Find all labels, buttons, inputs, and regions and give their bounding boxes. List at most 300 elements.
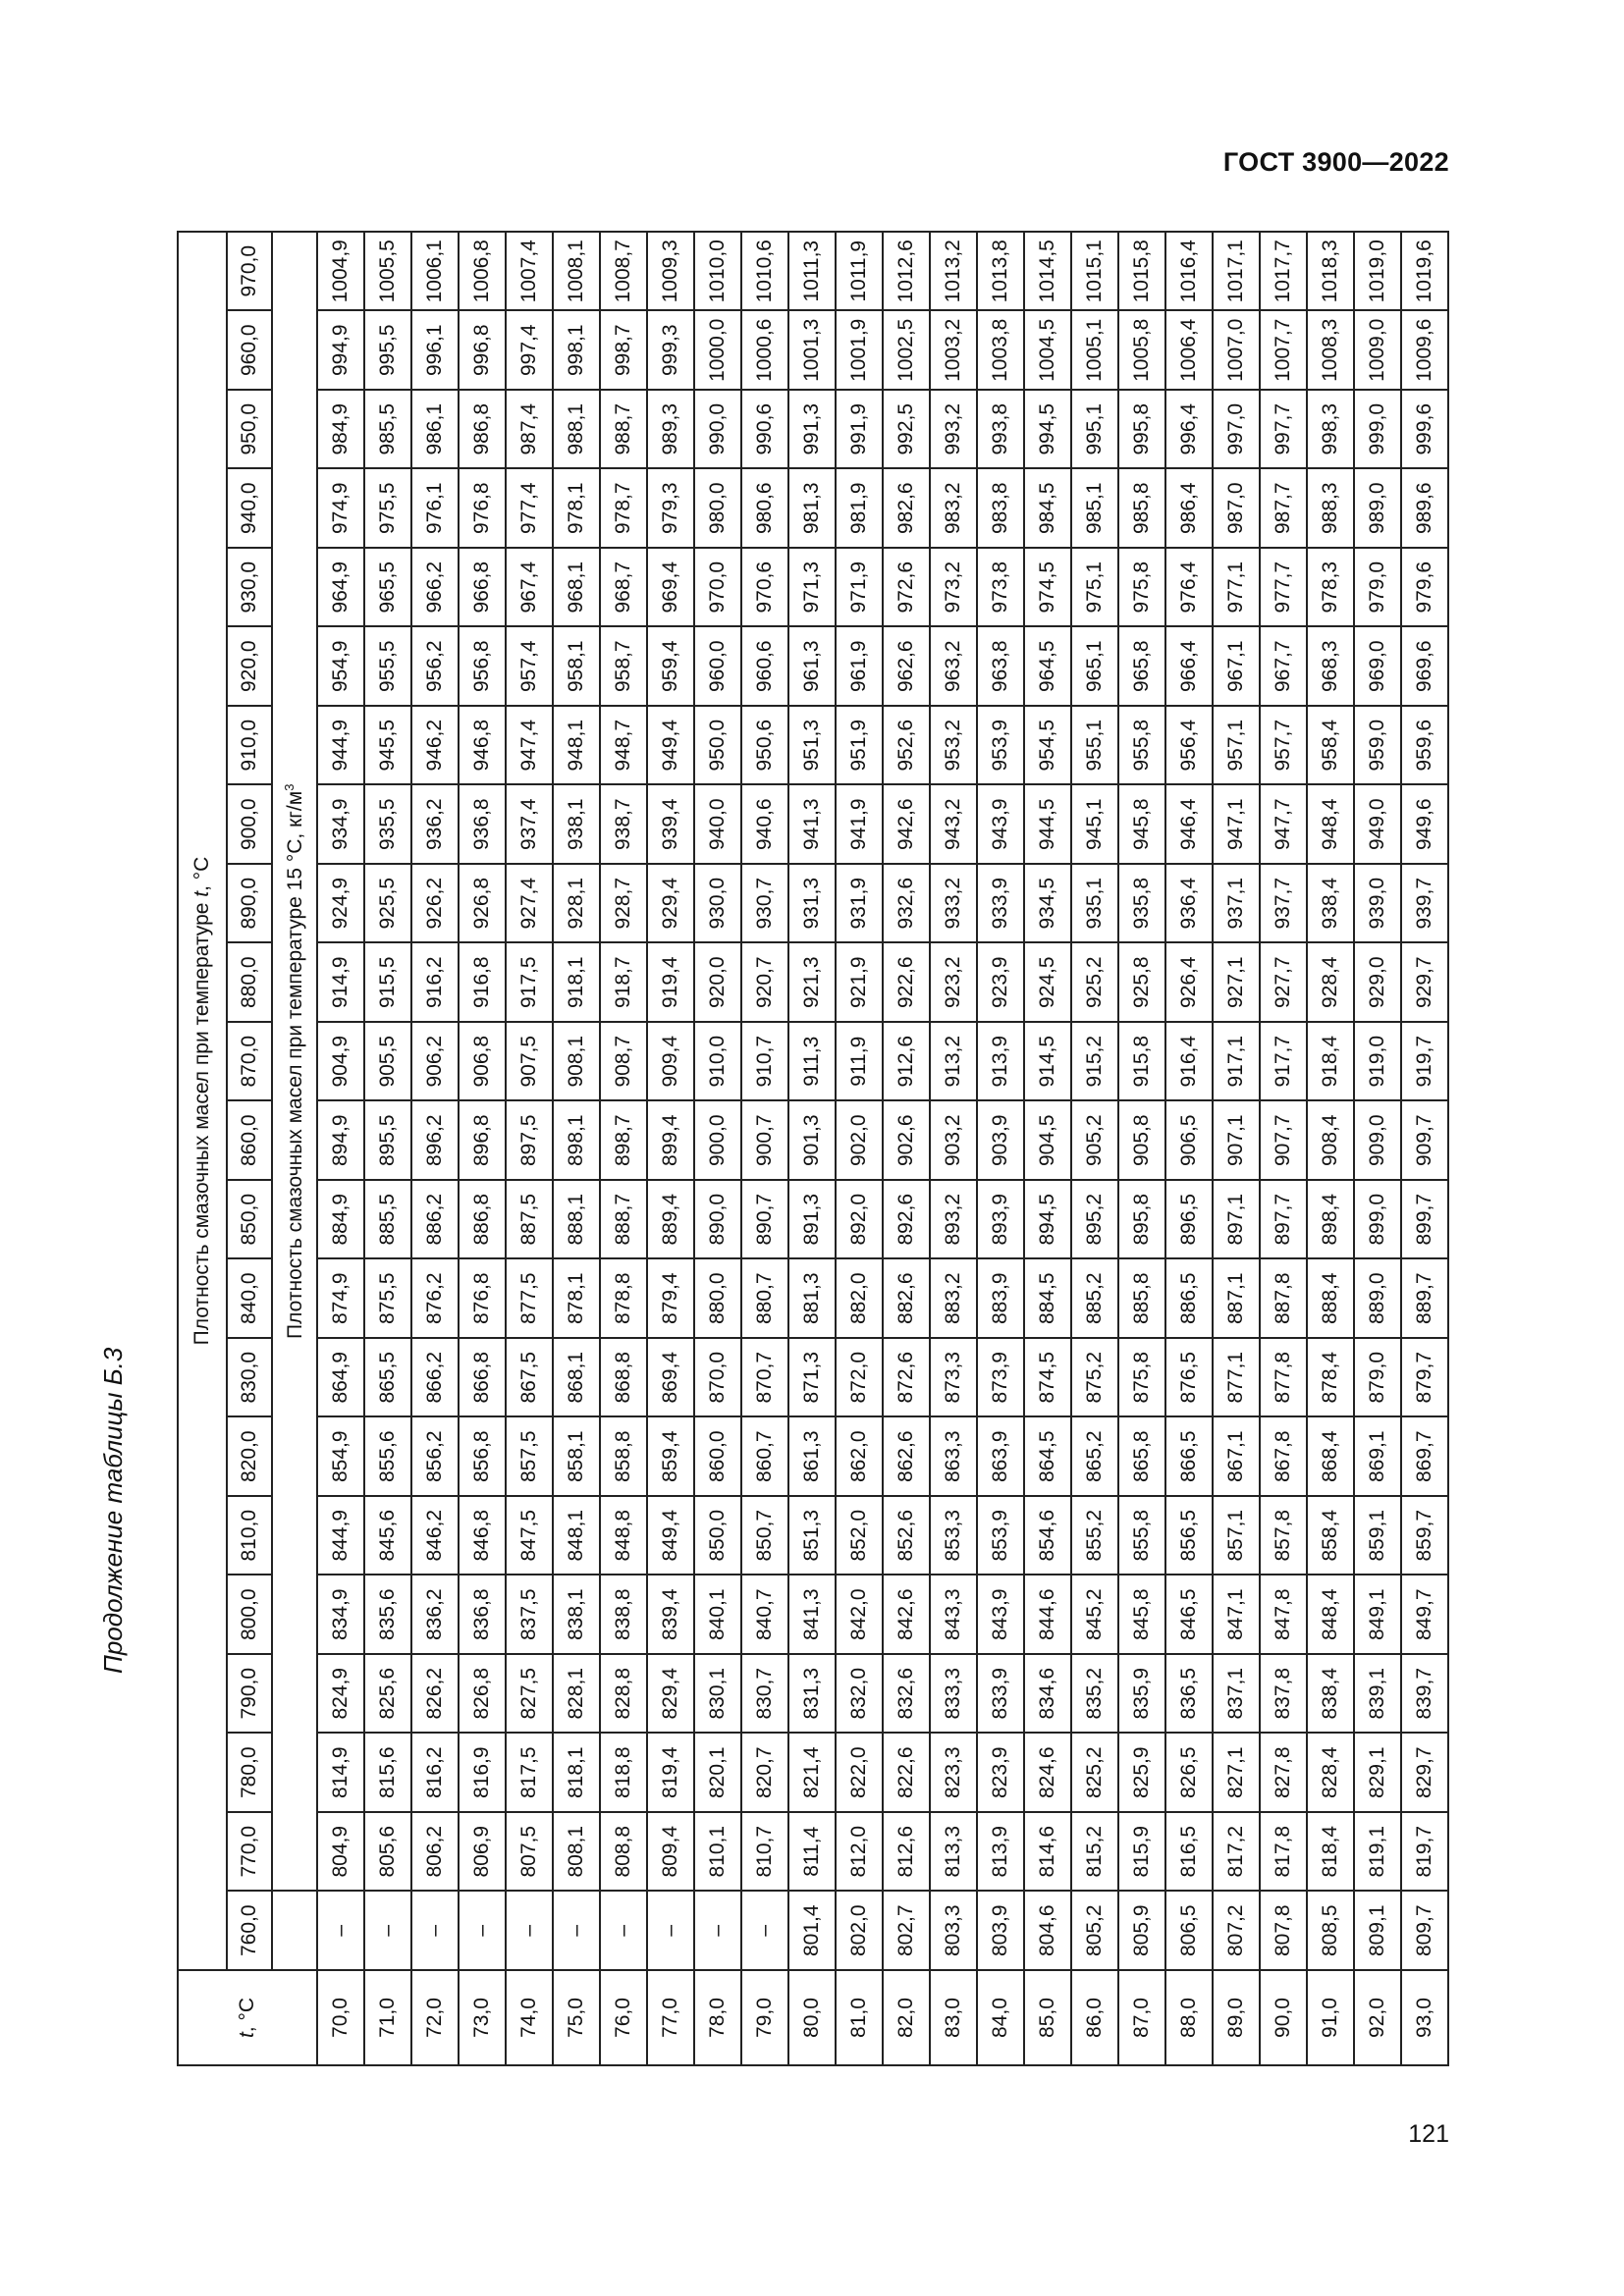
- density-cell: 880,7: [741, 1259, 788, 1339]
- density-cell: 845,8: [1118, 1575, 1165, 1655]
- density-cell: –: [553, 1892, 600, 1971]
- density-cell: 925,5: [364, 864, 411, 943]
- density-cell: 902,0: [836, 1101, 883, 1181]
- density-cell: 987,0: [1213, 469, 1260, 549]
- density-cell: 968,3: [1307, 627, 1354, 707]
- density-cell: 829,7: [1401, 1734, 1448, 1813]
- density-cell: 814,9: [317, 1734, 364, 1813]
- density-cell: 995,8: [1118, 390, 1165, 469]
- density-cell: 976,1: [411, 469, 459, 549]
- table-row: [883, 232, 930, 2065]
- density-cell: 836,5: [1165, 1654, 1213, 1734]
- density-cell: 879,7: [1401, 1338, 1448, 1417]
- density-cell: 896,8: [459, 1101, 506, 1181]
- density-cell: 978,1: [553, 469, 600, 549]
- density-cell: 945,1: [1071, 785, 1118, 865]
- density-cell: 996,4: [1165, 390, 1213, 469]
- density-cell: 1013,8: [977, 232, 1024, 311]
- density-cell: 862,6: [883, 1417, 930, 1497]
- density-cell: 961,9: [836, 627, 883, 707]
- density-cell: 808,1: [553, 1812, 600, 1892]
- density-cell: 939,0: [1354, 864, 1401, 943]
- density-cell: 962,6: [883, 627, 930, 707]
- density-cell: 958,7: [600, 627, 647, 707]
- density-cell: 830,1: [694, 1654, 741, 1734]
- table-row: [600, 232, 647, 2065]
- density-cell: 811,4: [788, 1812, 836, 1892]
- density-cell: 830,7: [741, 1654, 788, 1734]
- density-cell: 968,7: [600, 548, 647, 627]
- density-cell: 825,2: [1071, 1734, 1118, 1813]
- density-cell: 941,3: [788, 785, 836, 865]
- density-cell: 904,5: [1024, 1101, 1071, 1181]
- density-cell: 947,1: [1213, 785, 1260, 865]
- density-cell: 971,3: [788, 548, 836, 627]
- density-cell: 900,7: [741, 1101, 788, 1181]
- table-row: [741, 232, 788, 2065]
- density-cell: 1017,1: [1213, 232, 1260, 311]
- density-cell: 852,0: [836, 1496, 883, 1575]
- density-cell: 902,6: [883, 1101, 930, 1181]
- density-cell: 938,1: [553, 785, 600, 865]
- density-cell: 979,0: [1354, 548, 1401, 627]
- density-cell: 949,6: [1401, 785, 1448, 865]
- density-cell: 805,6: [364, 1812, 411, 1892]
- density-cell: 963,8: [977, 627, 1024, 707]
- density-cell: –: [694, 1892, 741, 1971]
- density-cell: 920,7: [741, 943, 788, 1023]
- density-cell: 881,3: [788, 1259, 836, 1339]
- density-cell: 850,7: [741, 1496, 788, 1575]
- t-cell: 85,0: [1024, 1970, 1071, 2065]
- density-cell: 857,1: [1213, 1496, 1260, 1575]
- density-cell: 919,0: [1354, 1022, 1401, 1101]
- density-cell: 843,9: [977, 1575, 1024, 1655]
- density-cell: 840,7: [741, 1575, 788, 1655]
- density-cell: 949,4: [647, 706, 694, 785]
- density-cell: 906,2: [411, 1022, 459, 1101]
- density-cell: 989,3: [647, 390, 694, 469]
- density-cell: 1006,1: [411, 232, 459, 311]
- density-cell: 867,5: [506, 1338, 553, 1417]
- density-cell: 886,5: [1165, 1259, 1213, 1339]
- density-cell: 940,0: [694, 785, 741, 865]
- density-cell: 859,7: [1401, 1496, 1448, 1575]
- density-cell: 967,7: [1260, 627, 1307, 707]
- density-cell: 975,5: [364, 469, 411, 549]
- t-cell: 74,0: [506, 1970, 553, 2065]
- density-cell: 959,4: [647, 627, 694, 707]
- density-cell: 867,8: [1260, 1417, 1307, 1497]
- density-cell: 991,3: [788, 390, 836, 469]
- density-cell: 929,4: [647, 864, 694, 943]
- density-cell: 929,7: [1401, 943, 1448, 1023]
- density-cell: 869,7: [1401, 1417, 1448, 1497]
- density-cell: 985,5: [364, 390, 411, 469]
- density-cell: –: [317, 1892, 364, 1971]
- density-cell: 818,1: [553, 1734, 600, 1813]
- density-cell: 907,7: [1260, 1101, 1307, 1181]
- density-cell: 969,0: [1354, 627, 1401, 707]
- density-cell: 857,8: [1260, 1496, 1307, 1575]
- subheader-spacer: [272, 1892, 317, 1971]
- density-cell: 930,7: [741, 864, 788, 943]
- density-cell: 939,7: [1401, 864, 1448, 943]
- density-cell: 804,9: [317, 1812, 364, 1892]
- density-cell: 1012,6: [883, 232, 930, 311]
- density-cell: 816,9: [459, 1734, 506, 1813]
- density-cell: 945,8: [1118, 785, 1165, 865]
- density-cell: 839,4: [647, 1575, 694, 1655]
- density-span-header: Плотность смазочных масел при температуре t, °C: [178, 232, 227, 1970]
- density-cell: 1011,9: [836, 232, 883, 311]
- density-cell: 887,8: [1260, 1259, 1307, 1339]
- density-cell: 868,8: [600, 1338, 647, 1417]
- density-cell: 823,9: [977, 1734, 1024, 1813]
- density-cell: 980,6: [741, 469, 788, 549]
- density-cell: 966,2: [411, 548, 459, 627]
- density-cell: 872,0: [836, 1338, 883, 1417]
- density-cell: 844,9: [317, 1496, 364, 1575]
- density-cell: 956,4: [1165, 706, 1213, 785]
- density-cell: 909,0: [1354, 1101, 1401, 1181]
- column-header: 810,0: [227, 1496, 272, 1575]
- density-cell: 876,2: [411, 1259, 459, 1339]
- density-cell: 896,2: [411, 1101, 459, 1181]
- density-cell: 849,4: [647, 1496, 694, 1575]
- column-header: 760,0: [227, 1892, 272, 1971]
- density-cell: 870,7: [741, 1338, 788, 1417]
- density-cell: 813,9: [977, 1812, 1024, 1892]
- density-cell: 1016,4: [1165, 232, 1213, 311]
- density-cell: 844,6: [1024, 1575, 1071, 1655]
- density-cell: 915,8: [1118, 1022, 1165, 1101]
- density-cell: 836,2: [411, 1575, 459, 1655]
- table-row: [411, 232, 459, 2065]
- density-cell: 804,6: [1024, 1892, 1071, 1971]
- density-cell: 935,1: [1071, 864, 1118, 943]
- density-cell: 946,4: [1165, 785, 1213, 865]
- density-cell: 992,5: [883, 390, 930, 469]
- density-cell: 827,8: [1260, 1734, 1307, 1813]
- density-cell: 866,2: [411, 1338, 459, 1417]
- density-cell: 944,9: [317, 706, 364, 785]
- density-cell: 837,1: [1213, 1654, 1260, 1734]
- density-cell: –: [411, 1892, 459, 1971]
- density-cell: 954,5: [1024, 706, 1071, 785]
- density-cell: 976,4: [1165, 548, 1213, 627]
- density-cell: 915,5: [364, 943, 411, 1023]
- density-cell: 838,1: [553, 1575, 600, 1655]
- density-cell: 801,4: [788, 1892, 836, 1971]
- density-cell: 840,1: [694, 1575, 741, 1655]
- density-cell: 998,3: [1307, 390, 1354, 469]
- density-cell: 891,3: [788, 1180, 836, 1259]
- t-cell: 70,0: [317, 1970, 364, 2065]
- table-header-row: [178, 232, 227, 2065]
- density-cell: 961,3: [788, 627, 836, 707]
- density-cell: 1011,3: [788, 232, 836, 311]
- density-cell: 932,6: [883, 864, 930, 943]
- density-cell: 875,5: [364, 1259, 411, 1339]
- density-cell: 886,8: [459, 1180, 506, 1259]
- density-cell: 940,6: [741, 785, 788, 865]
- density-cell: 878,4: [1307, 1338, 1354, 1417]
- density-cell: 817,2: [1213, 1812, 1260, 1892]
- density-cell: 947,4: [506, 706, 553, 785]
- density-cell: 914,5: [1024, 1022, 1071, 1101]
- density-cell: 829,4: [647, 1654, 694, 1734]
- density-cell: 1007,0: [1213, 311, 1260, 391]
- density-cell: 837,8: [1260, 1654, 1307, 1734]
- table-caption-wrapper: [98, 1281, 137, 1674]
- density-cell: 838,8: [600, 1575, 647, 1655]
- density-cell: 828,1: [553, 1654, 600, 1734]
- density-cell: 964,5: [1024, 627, 1071, 707]
- density-cell: 917,7: [1260, 1022, 1307, 1101]
- density-cell: 960,0: [694, 627, 741, 707]
- subheader-row: [272, 232, 317, 2065]
- density-cell: 887,5: [506, 1180, 553, 1259]
- column-header-row: [227, 232, 272, 2065]
- density-cell: 988,1: [553, 390, 600, 469]
- density-cell: 815,9: [1118, 1812, 1165, 1892]
- density-cell: 924,5: [1024, 943, 1071, 1023]
- density-cell: 972,6: [883, 548, 930, 627]
- density-cell: 950,0: [694, 706, 741, 785]
- density-cell: 996,8: [459, 311, 506, 391]
- density-cell: 965,8: [1118, 627, 1165, 707]
- density-cell: 936,2: [411, 785, 459, 865]
- density-cell: 977,7: [1260, 548, 1307, 627]
- density-cell: 863,9: [977, 1417, 1024, 1497]
- density-cell: 955,1: [1071, 706, 1118, 785]
- t-cell: 93,0: [1401, 1970, 1448, 2065]
- density-cell: 808,5: [1307, 1892, 1354, 1971]
- density-cell: –: [459, 1892, 506, 1971]
- density-cell: 969,6: [1401, 627, 1448, 707]
- density-cell: 888,4: [1307, 1259, 1354, 1339]
- density-cell: 852,6: [883, 1496, 930, 1575]
- density-cell: 944,5: [1024, 785, 1071, 865]
- density-cell: 933,2: [930, 864, 977, 943]
- density-cell: 987,4: [506, 390, 553, 469]
- density-cell: 925,2: [1071, 943, 1118, 1023]
- density-cell: 846,2: [411, 1496, 459, 1575]
- density-cell: 922,6: [883, 943, 930, 1023]
- density-cell: 920,0: [694, 943, 741, 1023]
- density-cell: 820,1: [694, 1734, 741, 1813]
- document-code: ГОСТ 3900—2022: [1222, 147, 1449, 177]
- density-cell: 948,7: [600, 706, 647, 785]
- density-cell: 990,6: [741, 390, 788, 469]
- density-cell: 981,9: [836, 469, 883, 549]
- density-cell: 899,7: [1401, 1180, 1448, 1259]
- density-cell: 908,1: [553, 1022, 600, 1101]
- density-cell: 871,3: [788, 1338, 836, 1417]
- density-cell: 867,1: [1213, 1417, 1260, 1497]
- density-cell: 1008,7: [600, 232, 647, 311]
- density-cell: 993,8: [977, 390, 1024, 469]
- density-cell: 806,2: [411, 1812, 459, 1892]
- density-cell: 887,1: [1213, 1259, 1260, 1339]
- density-cell: 1004,5: [1024, 311, 1071, 391]
- density-cell: 822,6: [883, 1734, 930, 1813]
- density-cell: 993,2: [930, 390, 977, 469]
- density-cell: 935,5: [364, 785, 411, 865]
- density-cell: 948,1: [553, 706, 600, 785]
- density-cell: 937,4: [506, 785, 553, 865]
- density-cell: 860,0: [694, 1417, 741, 1497]
- density-cell: 958,1: [553, 627, 600, 707]
- density-cell: 942,6: [883, 785, 930, 865]
- density-cell: 929,0: [1354, 943, 1401, 1023]
- density-cell: 868,4: [1307, 1417, 1354, 1497]
- density-cell: 956,2: [411, 627, 459, 707]
- density-cell: 807,5: [506, 1812, 553, 1892]
- density-cell: 1010,6: [741, 232, 788, 311]
- density-cell: 859,1: [1354, 1496, 1401, 1575]
- density-cell: 897,7: [1260, 1180, 1307, 1259]
- density-cell: 865,8: [1118, 1417, 1165, 1497]
- density-cell: 1002,5: [883, 311, 930, 391]
- density-cell: 817,5: [506, 1734, 553, 1813]
- density-cell: 853,9: [977, 1496, 1024, 1575]
- density-cell: 1004,9: [317, 232, 364, 311]
- density-cell: 839,7: [1401, 1654, 1448, 1734]
- density-cell: 835,9: [1118, 1654, 1165, 1734]
- density-cell: 989,6: [1401, 469, 1448, 549]
- density-cell: 833,3: [930, 1654, 977, 1734]
- t-cell: 73,0: [459, 1970, 506, 2065]
- density-cell: 979,3: [647, 469, 694, 549]
- density-cell: 825,6: [364, 1654, 411, 1734]
- density-cell: 925,8: [1118, 943, 1165, 1023]
- density-cell: 898,1: [553, 1101, 600, 1181]
- table-row: [459, 232, 506, 2065]
- density-cell: 928,7: [600, 864, 647, 943]
- density-cell: 888,7: [600, 1180, 647, 1259]
- density-table: [177, 231, 1449, 2066]
- density-cell: 882,6: [883, 1259, 930, 1339]
- column-header: 840,0: [227, 1259, 272, 1339]
- density-cell: 1019,6: [1401, 232, 1448, 311]
- density-cell: 963,2: [930, 627, 977, 707]
- density-cell: –: [506, 1892, 553, 1971]
- density-cell: 980,0: [694, 469, 741, 549]
- density-cell: 854,6: [1024, 1496, 1071, 1575]
- density-cell: 916,4: [1165, 1022, 1213, 1101]
- density-cell: 1006,4: [1165, 311, 1213, 391]
- density-cell: 949,0: [1354, 785, 1401, 865]
- density-cell: 945,5: [364, 706, 411, 785]
- density-cell: 868,1: [553, 1338, 600, 1417]
- density-cell: 884,9: [317, 1180, 364, 1259]
- t-cell: 77,0: [647, 1970, 694, 2065]
- density-cell: 850,0: [694, 1496, 741, 1575]
- density-cell: 1008,1: [553, 232, 600, 311]
- density-cell: 838,4: [1307, 1654, 1354, 1734]
- density-cell: 874,9: [317, 1259, 364, 1339]
- column-header: 940,0: [227, 469, 272, 549]
- density-cell: 827,1: [1213, 1734, 1260, 1813]
- density-cell: 1009,6: [1401, 311, 1448, 391]
- density-cell: 930,0: [694, 864, 741, 943]
- column-header: 930,0: [227, 548, 272, 627]
- density-cell: 877,8: [1260, 1338, 1307, 1417]
- density-cell: 870,0: [694, 1338, 741, 1417]
- density-cell: 909,4: [647, 1022, 694, 1101]
- density-cell: 819,1: [1354, 1812, 1401, 1892]
- density-cell: 936,8: [459, 785, 506, 865]
- density-cell: 877,1: [1213, 1338, 1260, 1417]
- density-cell: 883,9: [977, 1259, 1024, 1339]
- density-cell: 985,8: [1118, 469, 1165, 549]
- density-cell: 947,7: [1260, 785, 1307, 865]
- density-cell: 856,5: [1165, 1496, 1213, 1575]
- density-cell: 979,6: [1401, 548, 1448, 627]
- density-cell: 846,8: [459, 1496, 506, 1575]
- density-cell: 849,1: [1354, 1575, 1401, 1655]
- density-cell: 905,5: [364, 1022, 411, 1101]
- density-cell: 927,1: [1213, 943, 1260, 1023]
- density-cell: 831,3: [788, 1654, 836, 1734]
- density-cell: 876,5: [1165, 1338, 1213, 1417]
- column-header: 820,0: [227, 1417, 272, 1497]
- density-cell: 855,2: [1071, 1496, 1118, 1575]
- density-cell: 882,0: [836, 1259, 883, 1339]
- density-cell: 819,7: [1401, 1812, 1448, 1892]
- column-header: 910,0: [227, 706, 272, 785]
- density-cell: 847,8: [1260, 1575, 1307, 1655]
- density-cell: 986,4: [1165, 469, 1213, 549]
- density-cell: 809,4: [647, 1812, 694, 1892]
- column-header: 890,0: [227, 864, 272, 943]
- density-cell: 1007,7: [1260, 311, 1307, 391]
- density-cell: 995,5: [364, 311, 411, 391]
- density-cell: 948,4: [1307, 785, 1354, 865]
- density-cell: 866,5: [1165, 1417, 1213, 1497]
- table-body: [317, 232, 1448, 2065]
- density-cell: 982,6: [883, 469, 930, 549]
- density-cell: 826,2: [411, 1654, 459, 1734]
- density-cell: 1010,0: [694, 232, 741, 311]
- table-row: [1024, 232, 1071, 2065]
- table-row: [506, 232, 553, 2065]
- density-cell: 900,0: [694, 1101, 741, 1181]
- table-row: [317, 232, 364, 2065]
- density-cell: 828,4: [1307, 1734, 1354, 1813]
- density-cell: 927,7: [1260, 943, 1307, 1023]
- density-cell: 973,8: [977, 548, 1024, 627]
- density-cell: 812,0: [836, 1812, 883, 1892]
- t-cell: 81,0: [836, 1970, 883, 2065]
- density-cell: 970,6: [741, 548, 788, 627]
- density-cell: 885,8: [1118, 1259, 1165, 1339]
- density-cell: 957,7: [1260, 706, 1307, 785]
- density-cell: 888,1: [553, 1180, 600, 1259]
- density-cell: 832,0: [836, 1654, 883, 1734]
- density-cell: –: [364, 1892, 411, 1971]
- density-cell: 889,0: [1354, 1259, 1401, 1339]
- density-cell: 847,5: [506, 1496, 553, 1575]
- density-cell: 858,4: [1307, 1496, 1354, 1575]
- density-cell: 869,4: [647, 1338, 694, 1417]
- density-cell: 907,5: [506, 1022, 553, 1101]
- t-cell: 79,0: [741, 1970, 788, 2065]
- density-cell: 1015,1: [1071, 232, 1118, 311]
- density-cell: 889,4: [647, 1180, 694, 1259]
